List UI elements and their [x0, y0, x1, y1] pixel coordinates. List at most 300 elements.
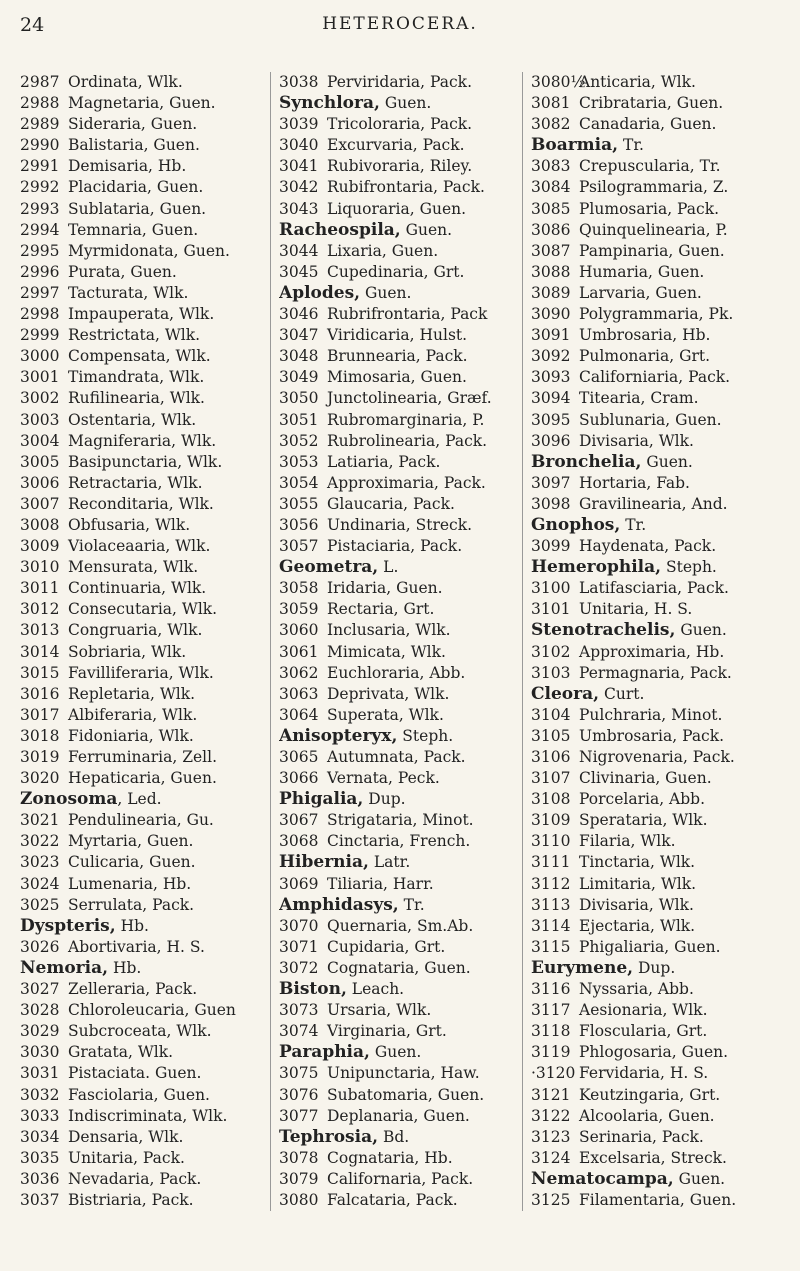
species-entry — [20, 810, 270, 831]
entry-number: 3059 — [279, 600, 319, 619]
species-entry — [531, 937, 782, 958]
entry-number: 3069 — [279, 874, 319, 893]
species-name: Psilogrammaria, Z. — [579, 178, 729, 197]
species-entry — [279, 831, 520, 852]
species-name: Tacturata, Wlk. — [68, 283, 189, 302]
species-entry — [531, 726, 782, 747]
species-name: Demisaria, Hb. — [68, 157, 187, 176]
species-entry — [531, 473, 782, 494]
species-entry — [531, 536, 782, 557]
species-name: Pulchraria, Minot. — [579, 705, 723, 724]
species-name: Anticaria, Wlk. — [579, 73, 696, 91]
entry-number: 3075 — [279, 1064, 319, 1083]
species-name: Bistriaria, Pack. — [68, 1190, 194, 1209]
species-entry — [20, 346, 270, 367]
species-entry — [279, 1085, 520, 1106]
species-entry — [20, 220, 270, 241]
species-name: Autumnata, Pack. — [327, 748, 466, 766]
species-entry — [279, 536, 520, 557]
running-title: HETEROCERA. — [322, 14, 478, 34]
species-entry — [20, 599, 270, 620]
species-entry — [531, 431, 782, 452]
species-name: Ostentaria, Wlk. — [68, 410, 197, 429]
entry-number: 3097 — [531, 473, 571, 492]
species-entry — [531, 852, 782, 873]
species-name: Cupidaria, Grt. — [327, 937, 446, 956]
genus-heading — [531, 684, 782, 705]
entry-number: 3046 — [279, 305, 319, 324]
species-name: Cinctaria, French. — [327, 832, 471, 851]
column-1 — [20, 72, 270, 1211]
species-entry — [531, 304, 782, 325]
species-entry — [20, 431, 270, 452]
entry-number: 3112 — [531, 874, 571, 893]
entry-number: 3076 — [279, 1085, 319, 1104]
species-entry — [531, 1085, 782, 1106]
species-entry — [20, 410, 270, 431]
species-entry — [20, 241, 270, 262]
entry-number: 3035 — [20, 1148, 60, 1167]
genus-name: Cleora, — [531, 683, 600, 704]
species-entry — [279, 135, 520, 156]
genus-name: Anisopteryx, — [279, 725, 398, 746]
species-entry — [531, 325, 782, 346]
species-name: Quinquelinearia, P. — [579, 220, 728, 239]
species-entry — [531, 663, 782, 684]
species-entry — [531, 199, 782, 220]
entry-number: 3034 — [20, 1127, 60, 1146]
entry-number: 3004 — [20, 431, 60, 450]
species-entry — [279, 494, 520, 515]
species-name: Mimosaria, Guen. — [327, 368, 467, 387]
species-name: Indiscriminata, Wlk. — [68, 1106, 228, 1125]
species-name: Undinaria, Streck. — [327, 515, 473, 534]
genus-name: Bronchelia, — [531, 451, 642, 472]
species-entry — [531, 831, 782, 852]
species-name: Mimicata, Wlk. — [327, 642, 446, 661]
species-entry — [531, 1106, 782, 1127]
entry-number: 3023 — [20, 853, 60, 872]
species-entry — [20, 1148, 270, 1169]
species-entry — [20, 388, 270, 409]
species-name: Cribrataria, Guen. — [579, 94, 724, 113]
entry-number: 3039 — [279, 115, 319, 134]
entry-number: 3063 — [279, 684, 319, 703]
species-entry — [20, 304, 270, 325]
species-name: Rufilinearia, Wlk. — [68, 389, 205, 408]
genus-name: Nematocampa, — [531, 1168, 674, 1189]
species-entry — [279, 304, 520, 325]
species-name: Fervidaria, H. S. — [579, 1064, 709, 1083]
species-name: Favilliferaria, Wlk. — [68, 663, 214, 682]
species-entry — [20, 1021, 270, 1042]
species-name: Iridaria, Guen. — [327, 579, 443, 598]
species-name: Continuaria, Wlk. — [68, 579, 207, 598]
genus-author: Dup. — [363, 790, 406, 809]
genus-author: Guen. — [641, 452, 693, 471]
entry-number: 3110 — [531, 832, 571, 851]
species-name: Junctolinearia, Græf. — [327, 389, 492, 408]
species-entry — [279, 684, 520, 705]
species-entry — [531, 768, 782, 789]
entry-number: 3071 — [279, 937, 319, 956]
species-entry — [20, 177, 270, 198]
species-entry — [279, 916, 520, 937]
entry-number: 3100 — [531, 579, 571, 598]
species-name: Unitaria, H. S. — [579, 600, 693, 619]
species-name: Serinaria, Pack. — [579, 1127, 704, 1146]
species-entry — [279, 747, 520, 768]
species-entry — [279, 515, 520, 536]
entry-number: 3083 — [531, 157, 571, 176]
species-entry — [20, 852, 270, 873]
species-name: Strigataria, Minot. — [327, 811, 474, 830]
species-name: Euchloraria, Abb. — [327, 663, 466, 682]
species-entry — [279, 262, 520, 283]
genus-author: Guen. — [369, 1043, 422, 1062]
species-name: Zelleraria, Pack. — [68, 980, 198, 999]
species-entry — [531, 642, 782, 663]
species-entry — [279, 599, 520, 620]
genus-author: Guen. — [673, 1169, 726, 1188]
species-name: Unitaria, Pack. — [68, 1148, 185, 1167]
genus-heading — [279, 852, 520, 873]
species-entry — [20, 684, 270, 705]
species-name: Pendulinearia, Gu. — [68, 811, 214, 830]
species-name: Deplanaria, Guen. — [327, 1106, 470, 1125]
species-name: Pistaciata. Guen. — [68, 1064, 202, 1083]
entry-number: 3088 — [531, 262, 571, 281]
entry-number: 3094 — [531, 389, 571, 408]
column-2 — [270, 72, 520, 1211]
species-entry — [531, 705, 782, 726]
entry-number: 3093 — [531, 368, 571, 387]
species-name: Rubifrontaria, Pack. — [327, 178, 485, 197]
species-name: Rectaria, Grt. — [327, 600, 435, 619]
genus-heading — [279, 726, 520, 747]
species-entry — [20, 452, 270, 473]
species-name: Plumosaria, Pack. — [579, 199, 720, 218]
entry-number: 3048 — [279, 347, 319, 366]
entry-number: 3003 — [20, 410, 60, 429]
entry-number: 3031 — [20, 1064, 60, 1083]
species-name: Congruaria, Wlk. — [68, 621, 203, 640]
entry-number: 3111 — [531, 853, 571, 872]
entry-number: 3032 — [20, 1085, 60, 1104]
species-name: Perviridaria, Pack. — [327, 73, 472, 91]
species-entry — [279, 1000, 520, 1021]
entry-number: 3027 — [20, 980, 60, 999]
genus-name: Eurymene, — [531, 957, 634, 978]
species-name: Basipunctaria, Wlk. — [68, 452, 223, 471]
genus-name: Stenotrachelis, — [531, 620, 676, 641]
entry-number: 3086 — [531, 220, 571, 239]
entry-number: 3051 — [279, 410, 319, 429]
genus-name: Paraphia, — [279, 1042, 370, 1063]
species-name: Rubrifrontaria, Pack — [327, 305, 488, 324]
entry-number: 3089 — [531, 283, 571, 302]
entry-number: 3072 — [279, 958, 319, 977]
species-entry — [20, 895, 270, 916]
species-entry — [531, 810, 782, 831]
species-name: Mensurata, Wlk. — [68, 558, 199, 577]
species-name: Brunnearia, Pack. — [327, 347, 468, 366]
entry-number: 3121 — [531, 1085, 571, 1104]
species-entry — [20, 642, 270, 663]
species-name: Pampinaria, Guen. — [579, 241, 725, 260]
entry-number: 3124 — [531, 1148, 571, 1167]
entry-number: 3037 — [20, 1190, 60, 1209]
species-name: Nevadaria, Pack. — [68, 1169, 202, 1188]
species-name: Alcoolaria, Guen. — [579, 1106, 715, 1125]
entry-number: 3021 — [20, 811, 60, 830]
entry-number: 3052 — [279, 431, 319, 450]
entry-number: 3014 — [20, 642, 60, 661]
species-name: Approximaria, Hb. — [579, 642, 725, 661]
genus-author: Curt. — [599, 684, 645, 703]
species-name: Hortaria, Fab. — [579, 473, 690, 492]
entry-number: 2991 — [20, 157, 60, 176]
entry-number: 3054 — [279, 473, 319, 492]
entry-number: 3018 — [20, 726, 60, 745]
genus-name: Aplodes, — [279, 282, 361, 303]
species-entry — [279, 1063, 520, 1084]
species-name: Repletaria, Wlk. — [68, 684, 196, 703]
species-name: Liquoraria, Guen. — [327, 199, 467, 218]
genus-name: Gnophos, — [531, 514, 621, 535]
entry-number: 3029 — [20, 1022, 60, 1041]
entry-number: 3107 — [531, 769, 571, 788]
species-name: Excelsaria, Streck. — [579, 1148, 727, 1167]
species-name: Subcroceata, Wlk. — [68, 1022, 212, 1041]
entry-number: 3085 — [531, 199, 571, 218]
species-name: Nigrovenaria, Pack. — [579, 748, 735, 766]
species-name: Umbrosaria, Pack. — [579, 726, 725, 745]
entry-number: 3104 — [531, 705, 571, 724]
species-entry — [20, 1190, 270, 1211]
species-entry — [20, 726, 270, 747]
species-name: Latifasciaria, Pack. — [579, 579, 729, 598]
entry-number: 3073 — [279, 1001, 319, 1020]
species-name: Fidoniaria, Wlk. — [68, 726, 194, 745]
species-name: Violaceaaria, Wlk. — [68, 537, 211, 556]
entry-number: 3103 — [531, 663, 571, 682]
genus-author: Hb. — [115, 916, 149, 935]
entry-number: 3040 — [279, 136, 319, 155]
entry-number: 3079 — [279, 1169, 319, 1188]
genus-heading — [20, 789, 270, 810]
genus-name: Hibernia, — [279, 852, 369, 873]
species-name: Umbrosaria, Hb. — [579, 326, 711, 345]
species-name: Pistaciaria, Pack. — [327, 537, 463, 556]
genus-name: Zonosoma — [20, 789, 118, 810]
species-entry — [531, 1127, 782, 1148]
species-entry — [20, 114, 270, 135]
entry-number: 2996 — [20, 262, 60, 281]
genus-heading — [279, 895, 520, 916]
entry-number: 2987 — [20, 73, 60, 91]
species-entry — [531, 1000, 782, 1021]
entry-number: 3084 — [531, 178, 571, 197]
entry-number: 3016 — [20, 684, 60, 703]
species-name: Tricoloraria, Pack. — [327, 115, 473, 134]
species-entry — [531, 114, 782, 135]
species-entry — [531, 72, 782, 93]
genus-name: Nemoria, — [20, 957, 109, 978]
genus-heading — [531, 958, 782, 979]
species-entry — [20, 536, 270, 557]
entry-number: 3116 — [531, 980, 571, 999]
entry-number: 3001 — [20, 368, 60, 387]
entry-number: 3055 — [279, 494, 319, 513]
species-name: Timandrata, Wlk. — [68, 368, 205, 387]
entry-number: 3056 — [279, 515, 319, 534]
species-name: Superata, Wlk. — [327, 705, 444, 724]
species-entry — [20, 156, 270, 177]
species-entry — [279, 1021, 520, 1042]
species-entry — [279, 325, 520, 346]
species-name: Myrmidonata, Guen. — [68, 241, 230, 260]
species-entry — [20, 367, 270, 388]
species-entry — [20, 1085, 270, 1106]
entry-number: 3005 — [20, 452, 60, 471]
entry-number: 3080 — [279, 1190, 319, 1209]
entry-number: 3060 — [279, 621, 319, 640]
species-name: Tinctaria, Wlk. — [579, 853, 696, 872]
species-name: Ordinata, Wlk. — [68, 73, 183, 91]
species-entry — [20, 831, 270, 852]
entry-number: 3000 — [20, 347, 60, 366]
entry-number: 3113 — [531, 895, 571, 914]
entry-number: 3020 — [20, 769, 60, 788]
species-name: Abortivaria, H. S. — [68, 937, 205, 956]
species-name: Sublunaria, Guen. — [579, 410, 722, 429]
entry-number: ·3120 — [531, 1064, 576, 1083]
entry-number: 3026 — [20, 937, 60, 956]
species-entry — [20, 620, 270, 641]
entry-number: 3049 — [279, 368, 319, 387]
species-name: Divisaria, Wlk. — [579, 431, 694, 450]
species-name: Californaria, Pack. — [327, 1169, 474, 1188]
species-name: Excurvaria, Pack. — [327, 136, 465, 155]
species-entry — [531, 1190, 782, 1211]
species-entry — [279, 346, 520, 367]
species-entry — [20, 1063, 270, 1084]
species-name: Rubromarginaria, P. — [327, 410, 485, 429]
species-name: Rubivoraria, Riley. — [327, 157, 473, 176]
genus-author: Tr. — [398, 895, 425, 914]
species-entry — [279, 810, 520, 831]
genus-heading — [531, 557, 782, 578]
species-name: Virginaria, Grt. — [327, 1022, 447, 1041]
species-name: Falcataria, Pack. — [327, 1190, 458, 1209]
species-entry — [279, 1169, 520, 1190]
genus-author: Leach. — [346, 980, 405, 999]
species-entry — [279, 1148, 520, 1169]
species-name: Hepaticaria, Guen. — [68, 769, 217, 788]
species-entry — [279, 241, 520, 262]
species-entry — [279, 114, 520, 135]
species-name: Aesionaria, Wlk. — [579, 1001, 708, 1020]
species-name: Restrictata, Wlk. — [68, 326, 201, 345]
genus-name: Tephrosia, — [279, 1126, 379, 1147]
species-entry — [20, 1042, 270, 1063]
species-name: Consecutaria, Wlk. — [68, 600, 218, 619]
species-name: Phlogosaria, Guen. — [579, 1043, 729, 1062]
genus-heading — [531, 452, 782, 473]
genus-author: Steph. — [397, 726, 454, 745]
entry-number: 3033 — [20, 1106, 60, 1125]
entry-number: 3050 — [279, 389, 319, 408]
genus-author: Guen. — [379, 94, 432, 113]
species-name: Crepuscularia, Tr. — [579, 157, 721, 176]
species-name: Magnetaria, Guen. — [68, 94, 216, 113]
species-name: Fasciolaria, Guen. — [68, 1085, 210, 1104]
genus-name: Biston, — [279, 979, 347, 1000]
entry-number: 3068 — [279, 832, 319, 851]
species-entry — [531, 1021, 782, 1042]
species-name: Clivinaria, Guen. — [579, 769, 712, 788]
genus-heading — [279, 789, 520, 810]
entry-number: 3058 — [279, 579, 319, 598]
species-name: Impauperata, Wlk. — [68, 305, 215, 324]
entry-number: 3091 — [531, 326, 571, 345]
genus-name: Hemerophila, — [531, 557, 662, 578]
species-name: Keutzingaria, Grt. — [579, 1085, 721, 1104]
genus-heading — [531, 620, 782, 641]
species-entry — [20, 663, 270, 684]
species-entry — [279, 937, 520, 958]
species-entry — [531, 262, 782, 283]
entry-number: 2995 — [20, 241, 60, 260]
genus-name: Boarmia, — [531, 135, 619, 156]
species-entry — [531, 494, 782, 515]
species-name: Filamentaria, Guen. — [579, 1190, 737, 1209]
species-entry — [20, 93, 270, 114]
entry-number: 3087 — [531, 241, 571, 260]
species-name: Ferruminaria, Zell. — [68, 748, 218, 766]
genus-heading — [20, 916, 270, 937]
species-name: Unipunctaria, Haw. — [327, 1064, 480, 1083]
entry-number: 3099 — [531, 537, 571, 556]
species-entry — [20, 325, 270, 346]
species-name: Inclusaria, Wlk. — [327, 621, 451, 640]
species-entry — [279, 578, 520, 599]
species-entry — [20, 135, 270, 156]
species-entry — [279, 410, 520, 431]
species-entry — [20, 747, 270, 768]
species-name: Permagnaria, Pack. — [579, 663, 732, 682]
species-entry — [279, 177, 520, 198]
entry-number: 3119 — [531, 1043, 571, 1062]
species-name: Approximaria, Pack. — [327, 473, 486, 492]
species-name: Cupedinaria, Grt. — [327, 262, 465, 281]
species-entry — [20, 72, 270, 93]
species-entry — [279, 958, 520, 979]
species-name: Ursaria, Wlk. — [327, 1001, 432, 1020]
entry-number: 3012 — [20, 600, 60, 619]
entry-number: 3090 — [531, 305, 571, 324]
species-name: Larvaria, Guen. — [579, 283, 702, 302]
species-entry — [279, 388, 520, 409]
species-name: Limitaria, Wlk. — [579, 874, 697, 893]
species-name: Lumenaria, Hb. — [68, 874, 192, 893]
genus-heading — [531, 135, 782, 156]
species-name: Glaucaria, Pack. — [327, 494, 455, 513]
species-name: Cognataria, Hb. — [327, 1148, 453, 1167]
entry-number: 3028 — [20, 1001, 60, 1020]
genus-author: , Led. — [117, 790, 162, 809]
